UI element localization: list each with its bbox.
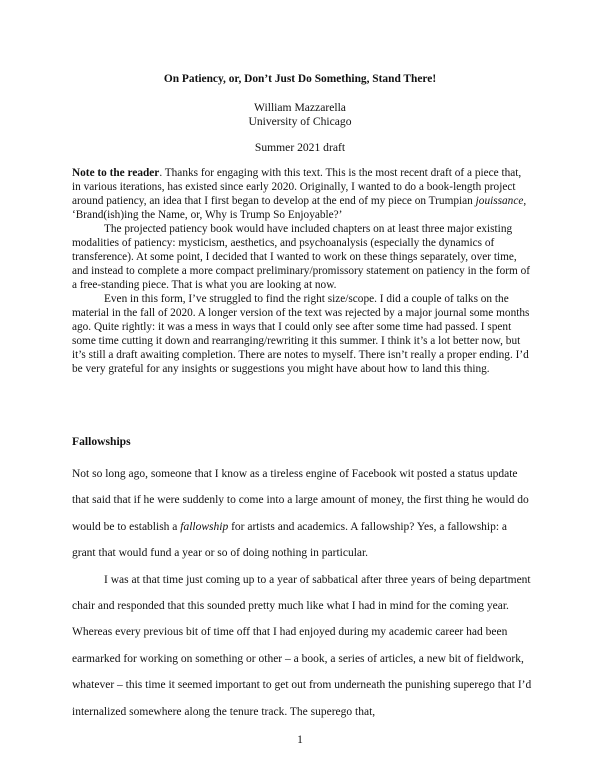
draft-date: Summer 2021 draft <box>254 141 346 154</box>
section-body <box>72 461 532 725</box>
body-paragraph-2: I was at that time just coming up to a year of sabbatical after three years of being department chair and responded that this sounded pretty much like what I had in mind for the coming year. Whereas every previous bit of time off that I had enjoyed during my academic career had been earmarked for working on something or other – a book, a series of articles, a new bit of fieldwork, whatever – this time it seemed important to get out from underneath the punishing superego that I’d internalized somewhere along the tenure track. The superego that, <box>72 573 532 718</box>
body-paragraph-1: Not so long ago, someone that I know as a tireless engine of Facebook wit posted a status update that said that if he were suddenly to come into a large amount of money, the first thing he would do would be to establish a fallowship for artists and academics. A fallowship? Yes, a fallowship: a grant that would fund a year or so of doing nothing in particular. <box>72 468 529 560</box>
note-to-reader <box>72 166 532 376</box>
note-paragraph-3: Even in this form, I’ve struggled to find the right size/scope. I did a couple of talks on the material in the fall of 2020. A longer version of the text was rejected by a major journal some months ago. Quite rightly: it was a mess in ways that I could only see after some time had passed. I spent some time cutting it down and rearranging/rewriting it this summer. I think it’s a lot better now, but it’s still a draft awaiting completion. There are notes to myself. There isn’t really a proper ending. I’d be very grateful for any insights or suggestions you might have about how to land this thing. <box>72 293 530 375</box>
note-paragraph-2: The projected patiency book would have included chapters on at least three major existing modalities of patiency: mysticism, aesthetics, and psychoanalysis (especially the dynamics of transference). At some point, I decided that I wanted to work on these things separately, over time, and instead to complete a more compact preliminary/promissory statement on patiency in the form of a free-standing piece. That is what you are looking at now. <box>72 223 531 291</box>
author-name: William Mazzarella <box>254 101 346 114</box>
section-heading: Fallowships <box>72 435 131 448</box>
page-number: 1 <box>297 734 303 746</box>
author-affiliation: University of Chicago <box>248 115 352 128</box>
note-paragraph-1: Note to the reader. Thanks for engaging with this text. This is the most recent draft of a piece that, in various iterations, has existed since early 2020. Originally, I wanted to do a book-length project around patiency, an idea that I first began to develop at the end of my piece on Trumpian jouissance, ‘Brand(ish)ing the Name, or, Why is Trump So Enjoyable?’ <box>72 167 527 221</box>
note-label: Note to the reader <box>72 167 160 179</box>
document-title: On Patiency, or, Don’t Just Do Something, Stand There! <box>163 73 437 85</box>
